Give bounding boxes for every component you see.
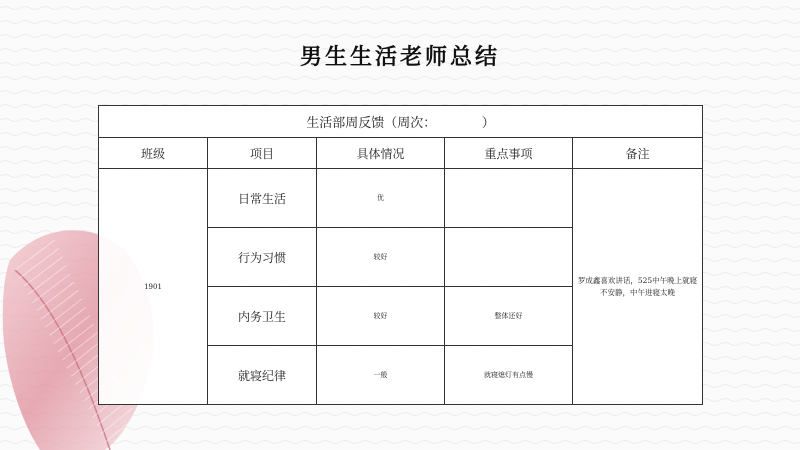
class-cell: 1901 bbox=[99, 169, 208, 405]
table-caption: 生活部周反馈（周次： ） bbox=[99, 106, 703, 138]
header-status: 具体情况 bbox=[317, 138, 445, 169]
page-title: 男生生活老师总结 bbox=[299, 44, 500, 70]
key-cell: 整体还好 bbox=[445, 287, 573, 346]
status-cell: 较好 bbox=[317, 287, 445, 346]
status-cell: 优 bbox=[317, 169, 445, 228]
key-cell bbox=[445, 169, 573, 228]
item-cell: 就寝纪律 bbox=[208, 346, 317, 405]
key-cell: 就寝熄灯有点慢 bbox=[445, 346, 573, 405]
item-cell: 行为习惯 bbox=[208, 228, 317, 287]
item-cell: 日常生活 bbox=[208, 169, 317, 228]
item-cell: 内务卫生 bbox=[208, 287, 317, 346]
status-cell: 一般 bbox=[317, 346, 445, 405]
remark-cell: 罗成鑫喜欢讲话，525中午晚上就寝不安静，中午进寝太晚 bbox=[573, 169, 703, 405]
key-cell bbox=[445, 228, 573, 287]
header-item: 项目 bbox=[208, 138, 317, 169]
weekly-feedback-table bbox=[98, 105, 703, 405]
header-key-issues: 重点事项 bbox=[445, 138, 573, 169]
header-remark: 备注 bbox=[573, 138, 703, 169]
status-cell: 较好 bbox=[317, 228, 445, 287]
header-class: 班级 bbox=[99, 138, 208, 169]
